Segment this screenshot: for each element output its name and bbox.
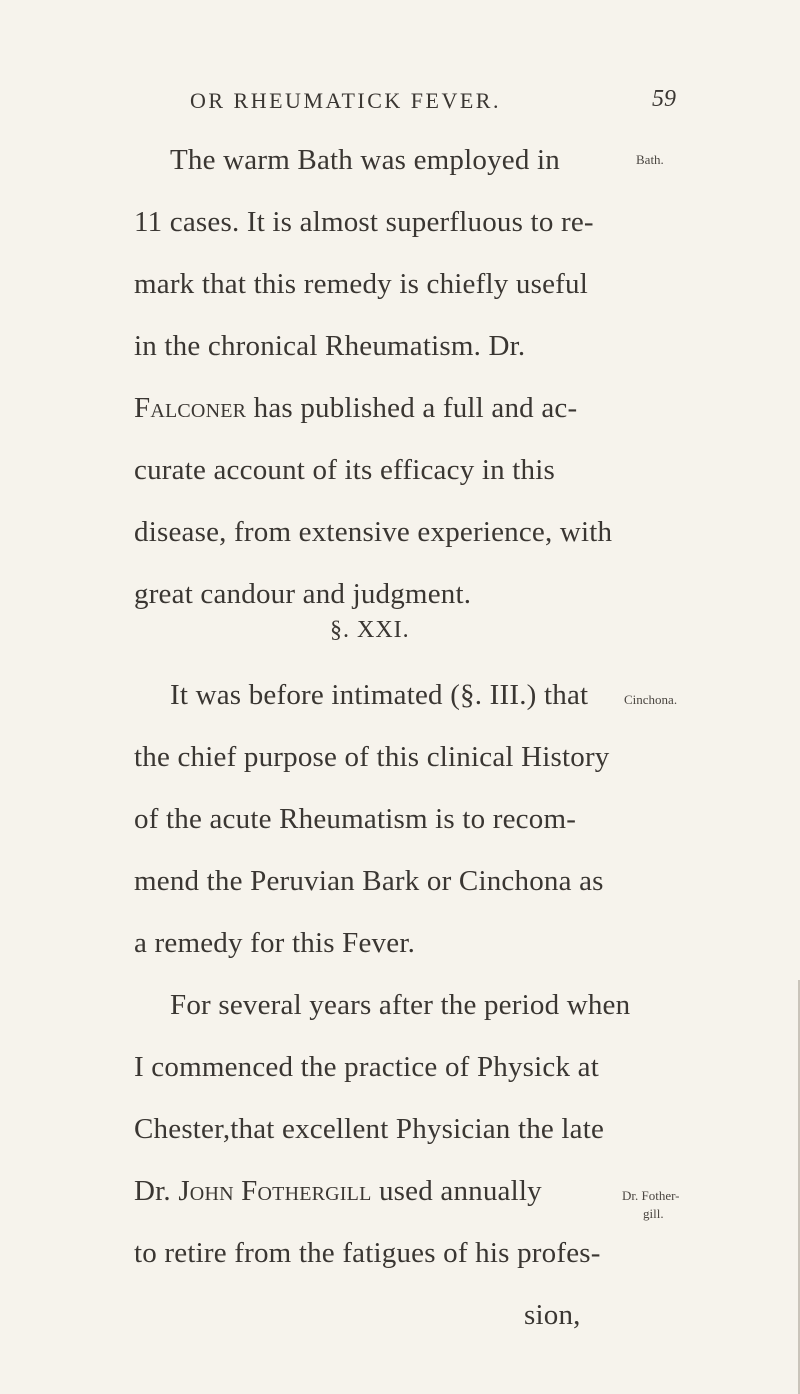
text-line: great candour and judgment. bbox=[134, 578, 472, 610]
text-line: disease, from extensive experience, with bbox=[134, 516, 613, 548]
text-line: of the acute Rheumatism is to recom- bbox=[134, 803, 577, 835]
text-line: mark that this remedy is chiefly useful bbox=[134, 268, 588, 300]
running-title: OR RHEUMATICK FEVER. bbox=[190, 88, 501, 113]
text-line: 11 cases. It is almost superfluous to re- bbox=[134, 206, 594, 238]
page-number: 59 bbox=[652, 86, 676, 112]
margin-note-fothergill-line2: gill. bbox=[643, 1206, 664, 1221]
text-line: The warm Bath was employed in bbox=[170, 144, 560, 176]
author-name-fothergill: John Fothergill bbox=[178, 1175, 372, 1207]
text-line: I commenced the practice of Physick at bbox=[134, 1051, 599, 1083]
text-line: to retire from the fatigues of his profes- bbox=[134, 1237, 601, 1269]
text-line: It was before intimated (§. III.) that bbox=[170, 679, 589, 711]
text-line: mend the Peruvian Bark or Cinchona as bbox=[134, 865, 604, 897]
section-heading: §. XXI. bbox=[330, 617, 410, 643]
author-name-falconer: Falconer bbox=[134, 392, 247, 424]
margin-note-bath: Bath. bbox=[636, 152, 664, 167]
text-line bbox=[134, 1174, 542, 1208]
margin-note-cinchona: Cinchona. bbox=[624, 692, 678, 707]
text-fragment: has published a full and ac- bbox=[246, 392, 578, 424]
text-line: the chief purpose of this clinical History bbox=[134, 741, 610, 773]
text-fragment: Dr. bbox=[134, 1175, 179, 1207]
margin-note-fothergill-line1: Dr. Fother- bbox=[622, 1188, 680, 1203]
text-line: For several years after the period when bbox=[170, 989, 631, 1021]
text-line: curate account of its efficacy in this bbox=[134, 454, 555, 486]
text-line: a remedy for this Fever. bbox=[134, 927, 416, 959]
text-line bbox=[134, 391, 577, 425]
text-line: in the chronical Rheumatism. Dr. bbox=[134, 330, 526, 362]
catchword: sion, bbox=[524, 1299, 581, 1331]
text-line: Chester,that excellent Physician the late bbox=[134, 1113, 605, 1145]
text-fragment: used annually bbox=[371, 1175, 542, 1207]
